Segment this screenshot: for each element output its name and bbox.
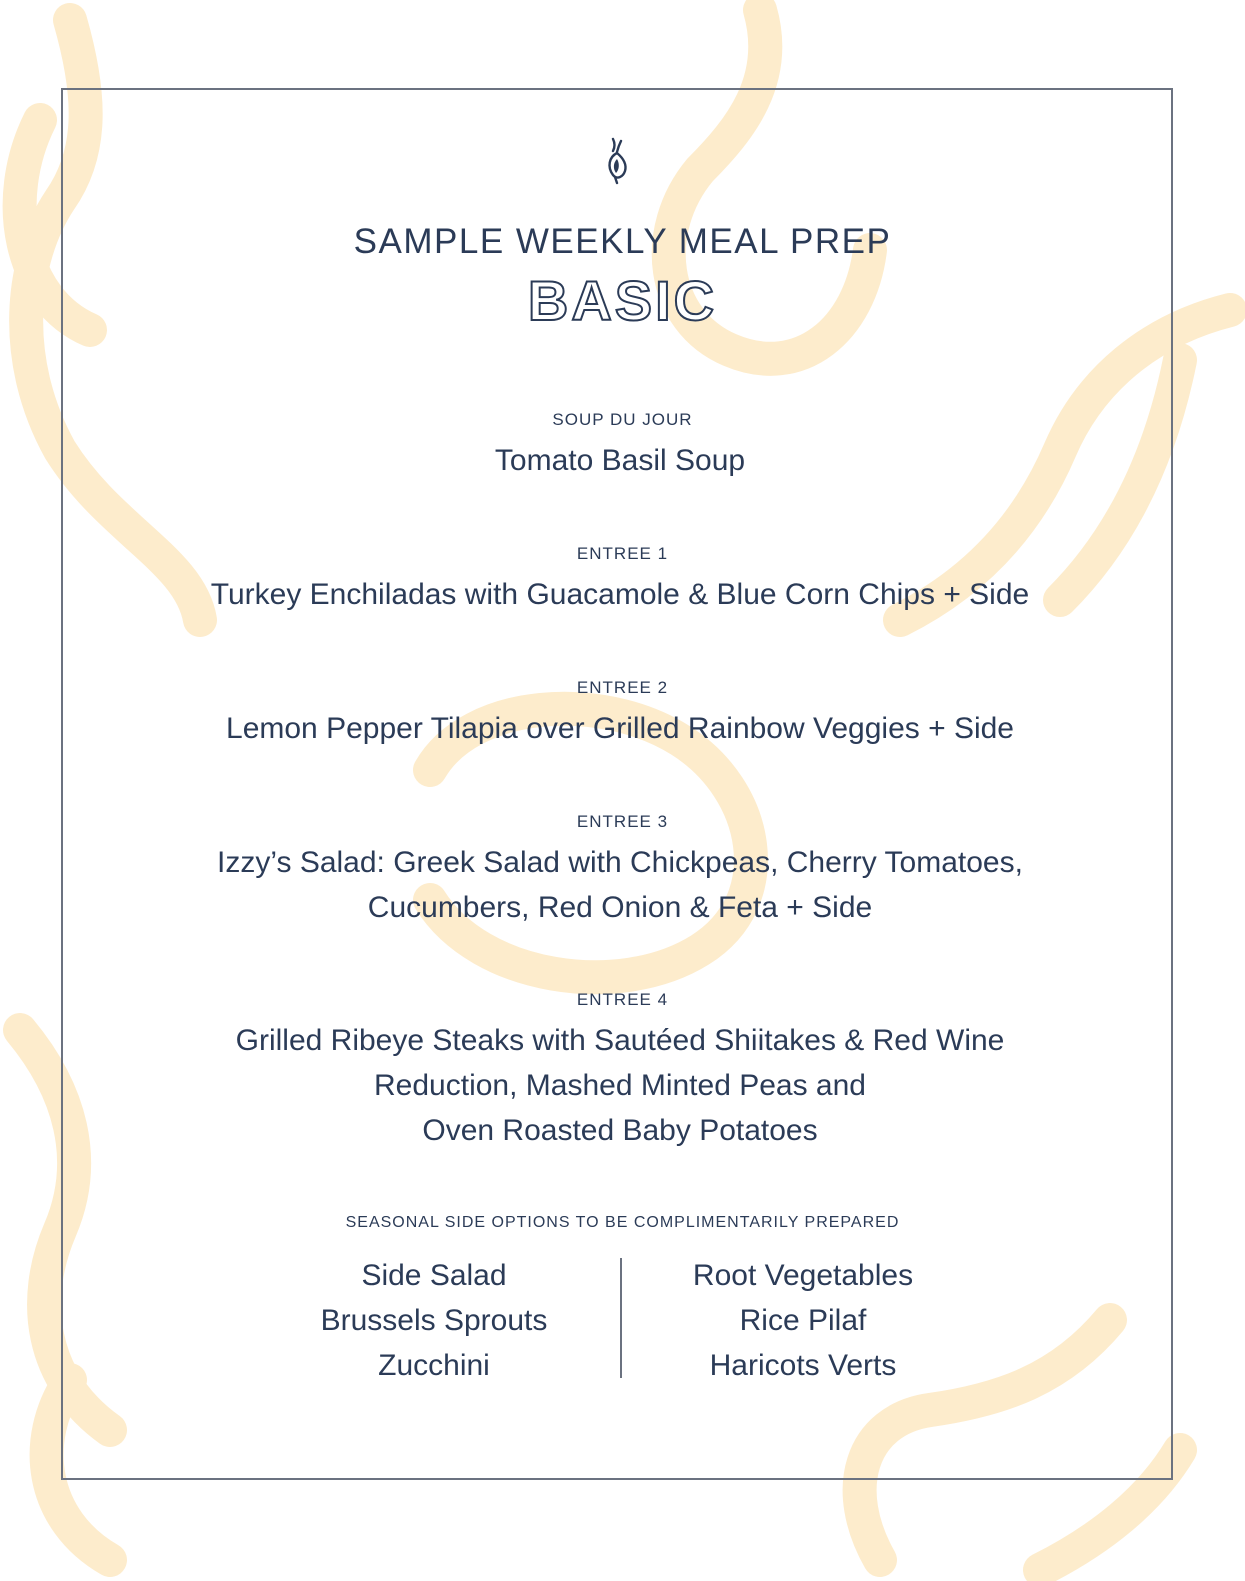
entree-4-line: Reduction, Mashed Minted Peas and <box>374 1069 866 1102</box>
sides-label: SEASONAL SIDE OPTIONS TO BE COMPLIMENTARILY PREPARED <box>345 1214 900 1231</box>
sides-right-column <box>623 1253 983 1388</box>
entree-2-line: Lemon Pepper Tilapia over Grilled Rainbow Veggies + Side <box>226 712 1014 745</box>
entree-2-label: ENTREE 2 <box>576 678 669 697</box>
entree-3-label: ENTREE 3 <box>576 812 669 831</box>
soup-label: SOUP DU JOUR <box>552 410 693 429</box>
menu-main-title: BASIC <box>527 269 718 332</box>
entree-4-line: Grilled Ribeye Steaks with Sautéed Shiitakes & Red Wine <box>235 1024 1005 1057</box>
entree-3-line: Cucumbers, Red Onion & Feta + Side <box>367 891 873 924</box>
side-item: Brussels Sprouts <box>320 1304 548 1337</box>
entree-4-dish <box>120 1018 1120 1153</box>
entree-3-line: Izzy’s Salad: Greek Salad with Chickpeas, Cherry Tomatoes, <box>217 846 1023 879</box>
entree-1-dish <box>120 572 1120 617</box>
soup-dish: Tomato Basil Soup <box>494 444 746 477</box>
sides-divider <box>620 1258 622 1378</box>
entree-4-line: Oven Roasted Baby Potatoes <box>422 1114 818 1147</box>
side-item: Side Salad <box>361 1259 507 1292</box>
menu-kicker-title: SAMPLE WEEKLY MEAL PREP <box>353 222 892 261</box>
side-item: Rice Pilaf <box>739 1304 867 1337</box>
side-item: Haricots Verts <box>709 1349 897 1382</box>
entree-3-dish <box>120 840 1120 930</box>
side-item: Root Vegetables <box>692 1259 914 1292</box>
entree-1-line: Turkey Enchiladas with Guacamole & Blue Corn Chips + Side <box>210 578 1030 611</box>
radish-icon <box>603 137 633 185</box>
entree-4-label: ENTREE 4 <box>576 990 669 1009</box>
entree-1-label: ENTREE 1 <box>576 544 669 563</box>
side-item: Zucchini <box>378 1349 490 1382</box>
sides-left-column <box>254 1253 614 1388</box>
entree-2-dish <box>120 706 1120 751</box>
